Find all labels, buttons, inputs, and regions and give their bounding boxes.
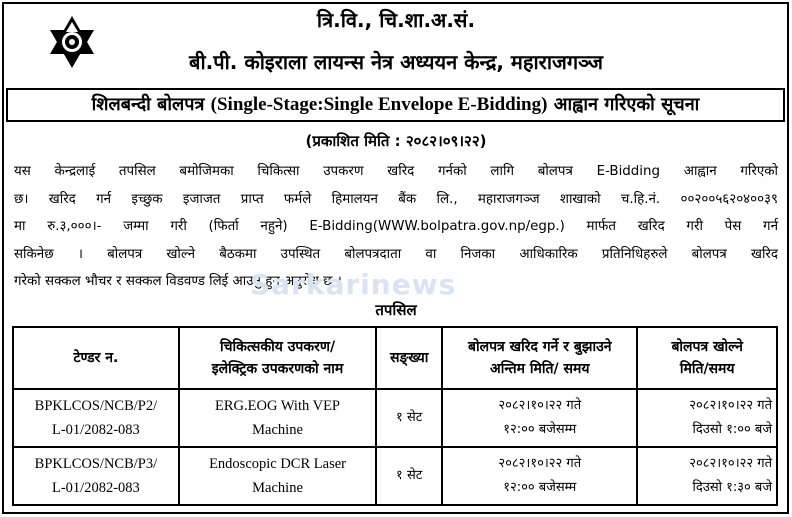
equipment-name: ERG.EOG With VEP Machine — [179, 389, 376, 447]
published-date: (प्रकाशित मिति : २०८२।०९।२२) — [305, 132, 487, 150]
deadline: २०८२।१०।२२ गते १२:०० बजेसम्म — [442, 447, 637, 505]
table-header-row — [13, 327, 777, 389]
col-header-quantity: सङ्ख्या — [376, 327, 442, 389]
body-line-4: सकिनेछ । बोलपत्र खोल्ने बैठकमा उपस्थित बोलपत्रदाता वा निजका आधिकारिक प्रतिनिधिहरुले बोलपत्र खरिद — [14, 246, 778, 262]
opening-time: २०८२।१०।२२ गते दिउसो १:०० बजे — [637, 389, 777, 447]
watermark: Sarkarinews — [250, 268, 457, 301]
col-header-opening: बोलपत्र खोल्ने मिति/समय — [637, 327, 777, 389]
banner-np-end: आह्वान गरिएको सूचना — [547, 94, 700, 115]
body-line-2: छ। खरिद गर्न इच्छुक इजाजत प्राप्त फर्मले हिमालयन बैंक लि., महाराजगञ्ज शाखाको च.हि.नं. ००२००५६२०४००३९ — [14, 191, 778, 207]
section-title: तपसिल — [375, 301, 417, 319]
deadline: २०८२।१०।२२ गते १२:०० बजेसम्म — [442, 389, 637, 447]
body-line-1: यस केन्द्रलाई तपसिल बमोजिमका चिकित्सा उपकरण खरिद गर्नको लागि बोलपत्र E-Bidding आह्वान गरिएको — [14, 164, 778, 179]
opening-time: २०८२।१०।२२ गते दिउसो १:३० बजे — [637, 447, 777, 505]
institution-line-1: त्रि.वि., चि.शा.अ.सं. — [316, 8, 476, 32]
tender-number: BPKLCOS/NCB/P3/ L-01/2082-083 — [13, 447, 179, 505]
col-header-equipment: चिकित्सकीय उपकरण/ इलेक्ट्रिक उपकरणको नाम — [179, 327, 376, 389]
table-row — [13, 389, 777, 447]
col-header-deadline: बोलपत्र खरिद गर्ने र बुझाउने अन्तिम मिति/ समय — [442, 327, 637, 389]
tender-number: BPKLCOS/NCB/P2/ L-01/2082-083 — [13, 389, 179, 447]
table-row — [13, 447, 777, 505]
quantity: १ सेट — [376, 389, 442, 447]
body-line-5: गरेको सक्कल भौचर र सक्कल विडवण्ड लिई आउनु हुन अनुरोध छ । — [14, 274, 342, 289]
col-header-tender: टेण्डर न. — [13, 327, 179, 389]
body-line-3: मा रु.३,०००।- जम्मा गरी (फिर्ता नहुने) E-Bidding(WWW.bolpatra.gov.np/egp.) मार्फत खरिद गरी पेस गर्न — [14, 219, 778, 234]
notice-title-banner — [6, 88, 785, 122]
equipment-name: Endoscopic DCR Laser Machine — [179, 447, 376, 505]
quantity: १ सेट — [376, 447, 442, 505]
banner-english: (Single-Stage:Single Envelope E-Bidding) — [210, 94, 548, 115]
banner-np-start: शिलबन्दी बोलपत्र — [91, 94, 211, 115]
tender-table — [12, 326, 778, 506]
institution-line-2: बी.पी. कोइराला लायन्स नेत्र अध्ययन केन्द्र, महाराजगञ्ज — [189, 50, 603, 74]
